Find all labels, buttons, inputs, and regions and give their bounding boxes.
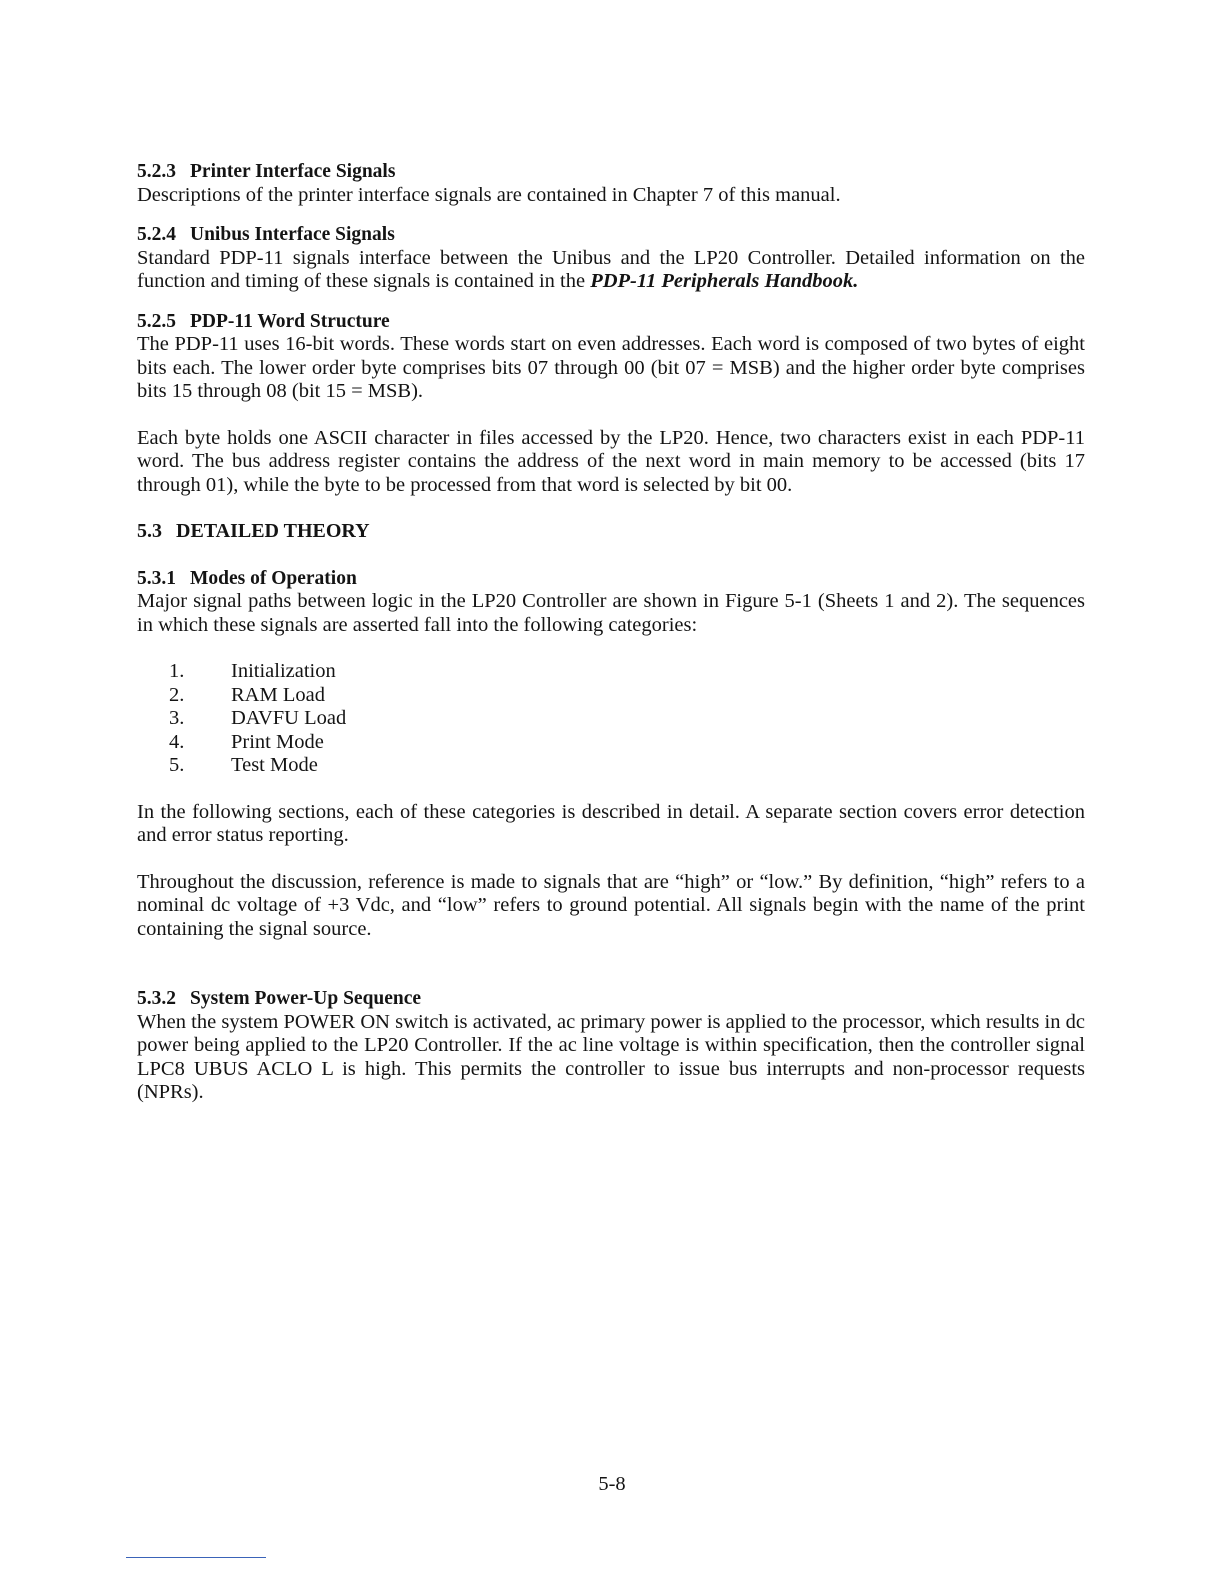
list-item-number: 2. xyxy=(169,683,185,706)
para-unibus-interface xyxy=(137,247,1085,294)
list-item xyxy=(169,684,1085,708)
scan-edge-line xyxy=(126,1557,266,1558)
para-word-structure-2: Each byte holds one ASCII character in files accessed by the LP20. Hence, two characters exist in each PDP-11 word. The bus address register contains the address of the next word in main memory to be accessed (bits 17 through 01), while the byte to be processed from that word is selected by bit 00. xyxy=(137,426,1085,496)
list-item xyxy=(169,707,1085,731)
heading-number: 5.3 xyxy=(137,520,162,542)
list-item-label: Print Mode xyxy=(231,730,324,753)
heading-5-2-4 xyxy=(137,223,1085,247)
list-item xyxy=(169,731,1085,755)
heading-title: PDP-11 Word Structure xyxy=(190,310,390,332)
heading-5-2-5 xyxy=(137,310,1085,334)
heading-5-2-3 xyxy=(137,160,1085,184)
list-item-number: 4. xyxy=(169,730,185,753)
heading-number: 5.2.4 xyxy=(137,224,176,245)
heading-title: Printer Interface Signals xyxy=(190,161,396,182)
list-item xyxy=(169,754,1085,778)
page-number: 5-8 xyxy=(598,1473,626,1495)
heading-title: System Power-Up Sequence xyxy=(190,988,422,1009)
para-printer-interface: Descriptions of the printer interface signals are contained in Chapter 7 of this manual. xyxy=(137,183,841,206)
list-item xyxy=(169,660,1085,684)
heading-number: 5.3.2 xyxy=(137,988,176,1009)
heading-5-3-1 xyxy=(137,567,1085,591)
list-item-number: 1. xyxy=(169,660,185,682)
heading-number: 5.2.5 xyxy=(137,310,176,332)
list-item-label: Test Mode xyxy=(231,754,318,776)
list-item-number: 5. xyxy=(169,754,185,776)
para-text: Standard PDP-11 signals interface between the Unibus and the LP20 Controller. Detailed information on the function and timing of these signals is contained in the xyxy=(137,246,1085,292)
heading-5-3-2 xyxy=(137,987,1085,1011)
heading-number: 5.3.1 xyxy=(137,567,176,589)
heading-5-3 xyxy=(137,520,1085,544)
heading-number: 5.2.3 xyxy=(137,161,176,182)
modes-list xyxy=(137,660,1085,778)
document-page xyxy=(137,160,1085,1105)
heading-title: DETAILED THEORY xyxy=(176,520,370,542)
list-item-label: DAVFU Load xyxy=(231,707,347,729)
para-high-low-definition: Throughout the discussion, reference is made to signals that are “high” or “low.” By definition, “high” refers to a nominal dc voltage of +3 Vdc, and “low” refers to ground potential. All signals begin with the name of the print containing the signal source. xyxy=(137,870,1085,940)
handbook-reference: PDP-11 Peripherals Handbook. xyxy=(590,270,859,292)
para-categories-described: In the following sections, each of these categories is described in detail. A separate section covers error detection and error status reporting. xyxy=(137,800,1085,846)
para-power-up: When the system POWER ON switch is activated, ac primary power is applied to the processor, which results in dc power being applied to the LP20 Controller. If the ac line voltage is within specification, then the controller signal LPC8 UBUS ACLO L is high. This permits the controller to issue bus interrupts and non-processor requests (NPRs). xyxy=(137,1010,1085,1103)
list-item-label: Initialization xyxy=(231,660,336,682)
list-item-label: RAM Load xyxy=(231,683,325,706)
para-modes-intro: Major signal paths between logic in the LP20 Controller are shown in Figure 5-1 (Sheets 1 and 2). The sequences in which these signals are asserted fall into the following categories: xyxy=(137,590,1085,636)
para-word-structure-1: The PDP-11 uses 16-bit words. These words start on even addresses. Each word is composed of two bytes of eight bits each. The lower order byte comprises bits 07 through 00 (bit 07 = MSB) and the higher order byte comprises bits 15 through 08 (bit 15 = MSB). xyxy=(137,333,1085,402)
heading-title: Unibus Interface Signals xyxy=(190,224,395,245)
list-item-number: 3. xyxy=(169,707,185,729)
heading-title: Modes of Operation xyxy=(190,567,357,589)
